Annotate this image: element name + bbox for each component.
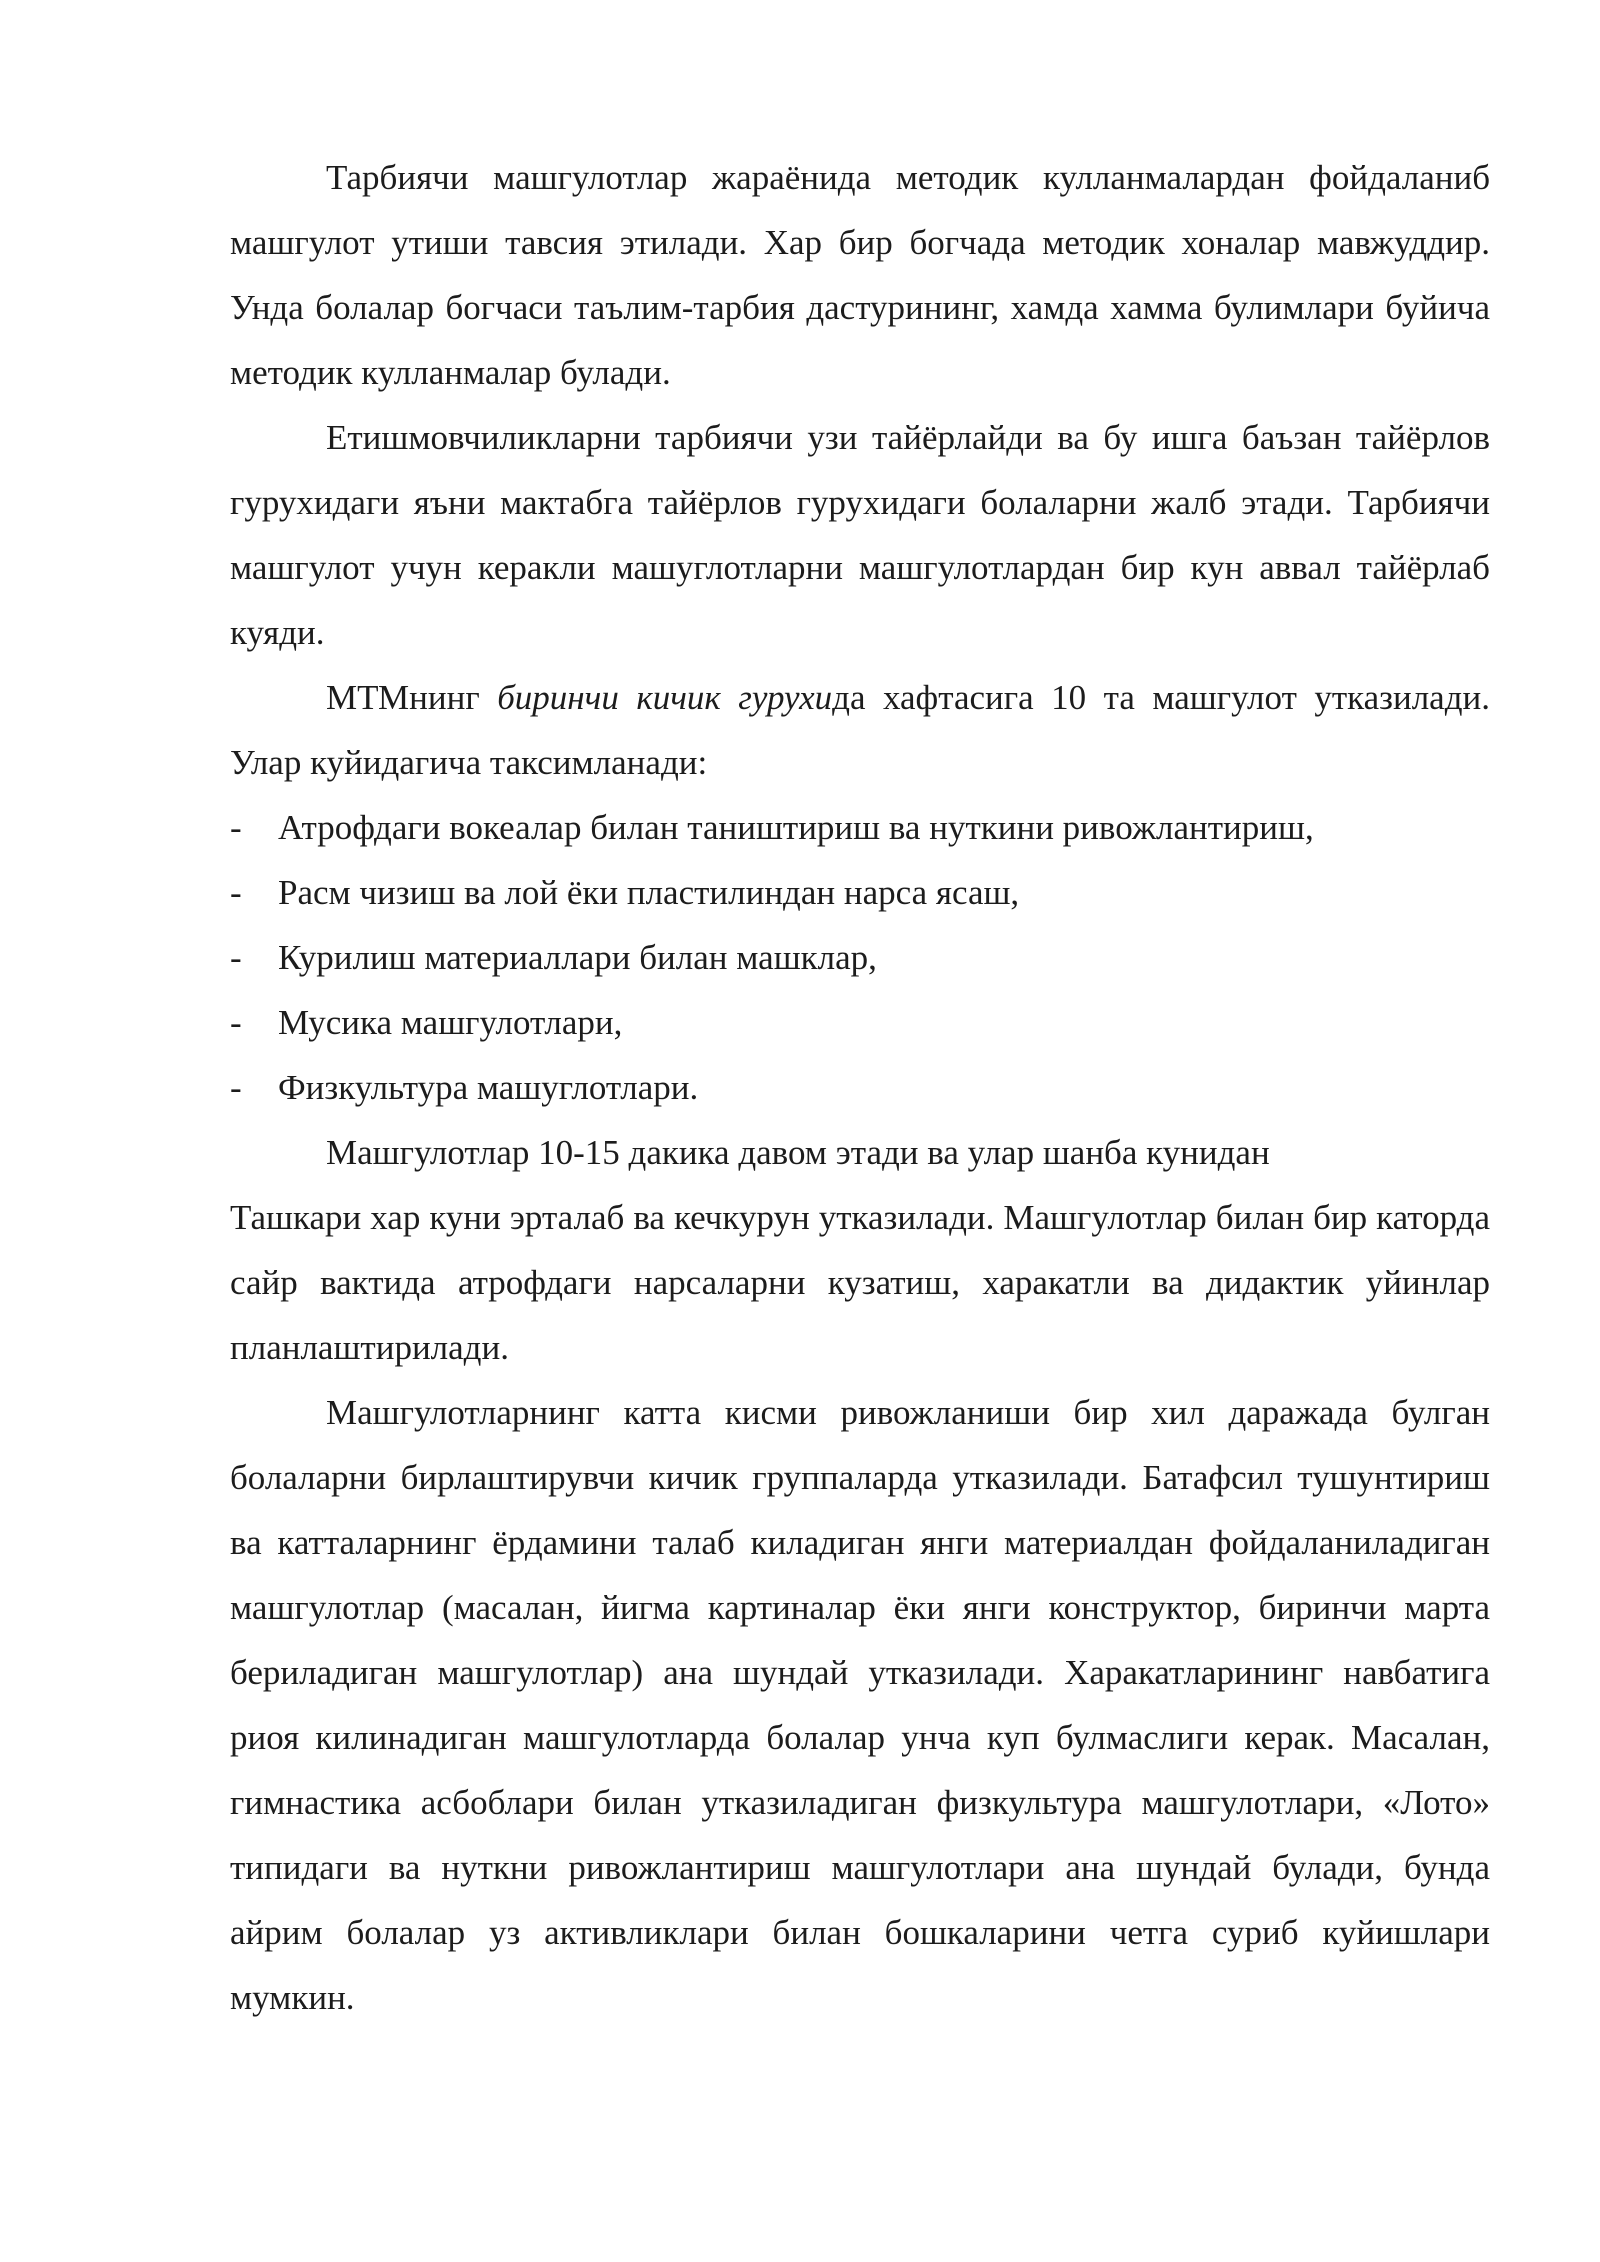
paragraph-duration [230,1120,1490,1380]
list-item [230,990,1490,1055]
list-item-text: Физкультура машуглотлари. [278,1068,699,1107]
list-item [230,925,1490,990]
list-dash: - [230,938,242,977]
italic-group-name: биринчи кичик гурухи [497,678,833,717]
list-dash: - [230,1068,242,1107]
list-dash: - [230,873,242,912]
document-page [230,145,1490,2030]
list-dash: - [230,1003,242,1042]
list-dash: - [230,808,242,847]
list-item [230,860,1490,925]
list-item-text: Курилиш материаллари билан машклар, [278,938,877,977]
paragraph-shortcomings: Етишмовчиликларни тарбиячи узи тайёрлайди ва бу ишга баъзан тайёрлов гурухидаги яъни мактабга тайёрлов гурухидаги болаларни жалб этади. Тарбиячи машгулот учун керакли машуглотларни машгулотлардан бир кун аввал тайёрлаб куяди. [230,418,1490,652]
list-item-text: Расм чизиш ва лой ёки пластилиндан нарса ясаш, [278,873,1020,912]
paragraph-text: МТМнинг [326,678,498,717]
paragraph-text: Ташкари хар куни эрталаб ва кечкурун утказилади. Машгулотлар билан бир каторда сайр вактида атрофдаги нарсаларни кузатиш, харакатли ва дидактик уйинлар планлаштирилади. [230,1198,1490,1367]
list-item-text: Мусика машгулотлари, [278,1003,623,1042]
paragraph-small-groups: Машгулотларнинг катта кисми ривожланиши бир хил даражада булган болаларни бирлаштирувчи кичик группаларда утказилади. Батафсил тушунтириш ва катталарнинг ёрдамини талаб киладиган янги материалдан фойдаланиладиган машгулотлар (масалан, йигма картиналар ёки янги конструктор, биринчи марта бериладиган машгулотлар) ана шундай утказилади. Харакатларининг навбатига риоя килинадиган машгулотларда болалар унча куп булмаслиги керак. Масалан, гимнастика асбоблари билан утказиладиган физкультура машгулотлари, «Лото» типидаги ва нуткни ривожлантириш машгулотлари ана шундай булади, бунда айрим болалар уз активликлари билан бошкаларини четга суриб куйишлари мумкин. [230,1393,1490,2017]
paragraph-text: Машгулотлар 10-15 дакика давом этади ва улар шанба кунидан [326,1133,1270,1172]
list-item [230,795,1490,860]
activity-list [230,795,1490,1120]
paragraph-text: да хафтасига 10 та машгулот утказилади. Улар куйидагича таксимланади: [230,678,1490,782]
list-item-text: Атрофдаги вокеалар билан таништириш ва нуткини ривожлантириш, [278,808,1314,847]
paragraph-first-junior-group [230,665,1490,795]
paragraph-methodical-manuals: Тарбиячи машгулотлар жараёнида методик кулланмалардан фойдаланиб машгулот утиши тавсия этилади. Хар бир богчада методик хоналар мавжуддир. Унда болалар богчаси таълим-тарбия дастурининг, хамда хамма булимлари буйича методик кулланмалар булади. [230,158,1490,392]
paragraph-first-line [230,1120,1490,1185]
list-item [230,1055,1490,1120]
